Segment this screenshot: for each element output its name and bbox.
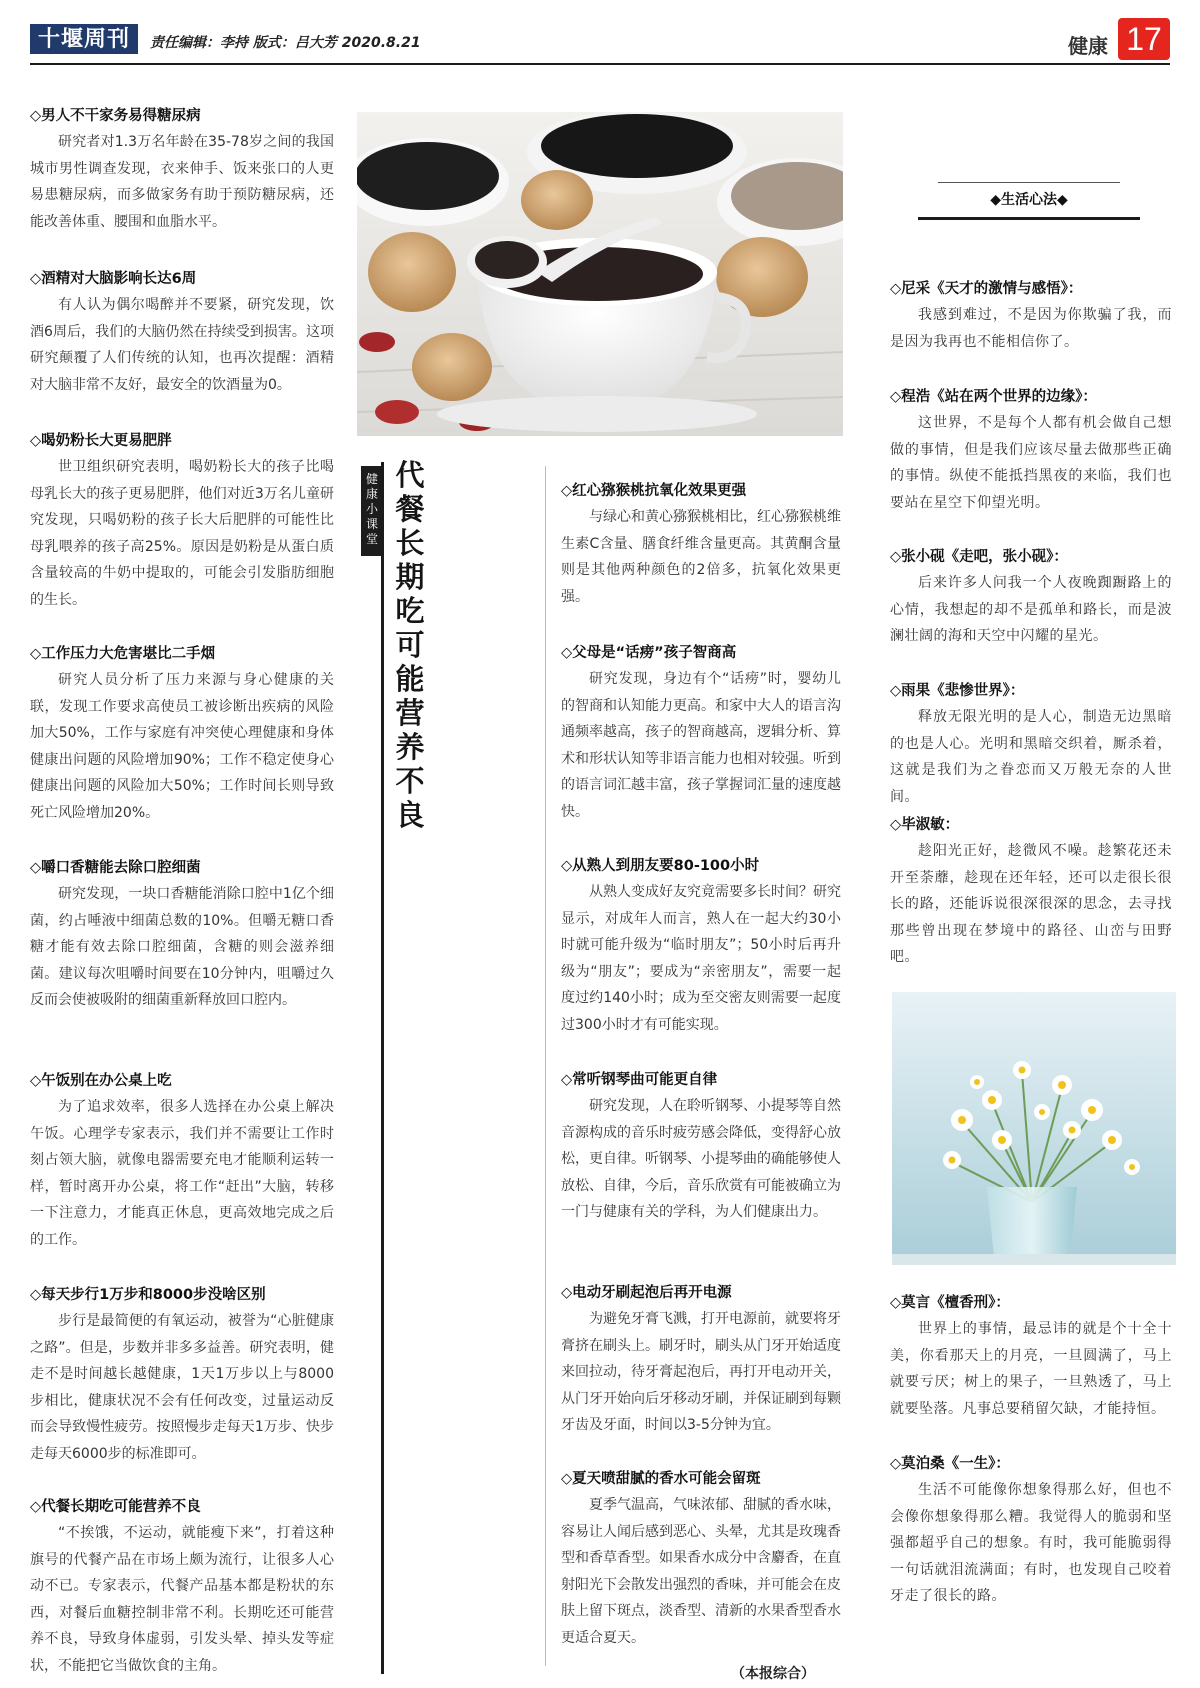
quote-moyan (890, 1290, 1172, 1422)
column-divider (545, 466, 546, 1666)
article-body: 为避免牙膏飞溅，打开电源前，就要将牙膏挤在刷头上。刷牙时，刷头从门牙开始适度来回拉动，待牙膏起泡后，再打开电动开关，从门牙开始向后牙移动牙刷，并保证刷到每颗牙齿及牙面，时间以3-5分钟为宜。 (561, 1311, 841, 1433)
masthead (30, 18, 1170, 62)
quote-maupassant (890, 1451, 1172, 1610)
quote-body: 生活不可能像你想象得那么好，但也不会像你想象得那么糟。我觉得人的脆弱和坚强都超乎自己的想象。有时，我可能脆弱得一句话就泪流满面；有时，也发现自己咬着牙走了很长的路。 (890, 1482, 1172, 1604)
quote-body: 我感到难过，不是因为你欺骗了我，而是因为我再也不能相信你了。 (890, 307, 1172, 350)
article-body: 夏季气温高，气味浓郁、甜腻的香水味，容易让人闻后感到恶心、头晕，尤其是玫瑰香型和香草香型。如果香水成分中含麝香，在直射阳光下会散发出强烈的香味，并可能会在皮肤上留下斑点，淡香型、清新的水果香型香水更适合夏天。 (561, 1497, 841, 1646)
article-body: 从熟人变成好友究竟需要多长时间？研究显示，对成年人而言，熟人在一起大约30小时就可能升级为“临时朋友”；50小时后再升级为“朋友”；要成为“亲密朋友”，需要一起度过约140小时；成为至交密友则需要一起度过300小时才有可能实现。 (561, 884, 841, 1033)
quote-title: ◇程浩《站在两个世界的边缘》： (890, 389, 1097, 405)
quote-nietzsche (890, 276, 1172, 355)
article-talkative-parents (561, 640, 841, 825)
article-friendship-hours (561, 853, 841, 1038)
column-tag (918, 182, 1140, 220)
quote-title: ◇张小砚《走吧，张小砚》： (890, 549, 1068, 565)
quote-body: 释放无限光明的是人心，制造无边黑暗的也是人心。光明和黑暗交织着，厮杀着，这就是我们为之眷恋而又万般无奈的人世间。 (890, 709, 1172, 805)
feature-divider (381, 462, 384, 1674)
quote-body: 世界上的事情，最忌讳的就是个十全十美，你看那天上的月亮，一旦圆满了，马上就要亏厌；树上的果子，一旦熟透了，马上就要坠落。凡事总要稍留欠缺，才能持恒。 (890, 1321, 1172, 1417)
article-title: ◇常听钢琴曲可能更自律 (561, 1072, 718, 1088)
article-summer-perfume (561, 1466, 841, 1651)
article-red-kiwi (561, 478, 841, 610)
article-piano-music (561, 1067, 841, 1226)
quote-title: ◇莫泊桑《一生》： (890, 1456, 1010, 1472)
article-body: 研究发现，身边有个“话痨”时，婴幼儿的智商和认知能力更高。和家中大人的语言沟通频率越高，孩子的智商越高，逻辑分析、算术和形状认知等非语言能力也相对较强。听到的语言词汇越丰富，孩子掌握词汇量的速度越快。 (561, 671, 841, 820)
article-title: ◇红心猕猴桃抗氧化效果更强 (561, 483, 747, 499)
quote-title: ◇雨果《悲惨世界》： (890, 683, 1025, 699)
quote-body: 后来许多人问我一个人夜晚踟蹰路上的心情，我想起的却不是孤单和路长，而是波澜壮阔的海和天空中闪耀的星光。 (890, 575, 1172, 644)
article-body: “不挨饿，不运动，就能瘦下来”，打着这种旗号的代餐产品在市场上颇为流行，让很多人心动不已。专家表示，代餐产品基本都是粉状的东西，对餐后血糖控制非常不利。长期吃还可能营养不良，导致身体虚弱，引发头晕、掉头发等症状，不能把它当做饮食的主角。 (30, 1525, 334, 1674)
source-note: （本报综合） (731, 1666, 815, 1682)
article-title: ◇嚼口香糖能去除口腔细菌 (30, 860, 201, 876)
feature-title-text: 代餐长期吃可能营养不良 (395, 458, 425, 832)
quote-bishumin (890, 812, 1172, 971)
section-name: 健康 (1068, 34, 1108, 58)
article-body: 为了追求效率，很多人选择在办公桌上解决午饭。心理学专家表示，我们并不需要让工作时刻占领大脑，就像电器需要充电才能顺利运转一样，暂时离开办公桌，将工作“赶出”大脑，转移一下注意力，才能真正休息，更高效地完成之后的工作。 (30, 1099, 334, 1248)
article-electric-toothbrush (561, 1280, 841, 1439)
article-body: 研究发现，一块口香糖能消除口腔中1亿个细菌，约占唾液中细菌总数的10%。但嚼无糖口香糖才能有效去除口腔细菌，含糖的则会滋养细菌。建议每次咀嚼时间要在10分钟内，咀嚼过久反而会使被吸附的细菌重新释放回口腔内。 (30, 886, 334, 1008)
article-body: 研究人员分析了压力来源与身心健康的关联，发现工作要求高使员工被诊断出疾病的风险加大50%，工作与家庭有冲突使心理健康和身体健康出问题的风险增加90%；工作不稳定使身心健康出问题的风险加大50%；工作时间长则导致死亡风险增加20%。 (30, 672, 334, 821)
article-meal-replacement (30, 1494, 334, 1679)
column-tag-rule-bottom (918, 217, 1140, 220)
quote-hugo (890, 678, 1172, 810)
article-title: ◇喝奶粉长大更易肥胖 (30, 433, 172, 449)
article-title: ◇父母是“话痨”孩子智商高 (561, 645, 737, 661)
article-body: 与绿心和黄心猕猴桃相比，红心猕猴桃维生素C含量、膳食纤维含量更高。其黄酮含量则是其他两种颜色的2倍多，抗氧化效果更强。 (561, 509, 841, 605)
flowers-photo (892, 992, 1176, 1265)
article-body: 研究发现，人在聆听钢琴、小提琴等自然音源构成的音乐时疲劳感会降低，变得舒心放松，更自律。听钢琴、小提琴曲的确能够使人放松、自律，今后，音乐欣赏有可能被确立为一门与健康有关的学科，为人们健康出力。 (561, 1098, 841, 1220)
article-body: 研究者对1.3万名年龄在35-78岁之间的我国城市男性调查发现，衣来伸手、饭来张口的人更易患糖尿病，而多做家务有助于预防糖尿病，还能改善体重、腰围和血脂水平。 (30, 134, 334, 230)
article-body: 步行是最简便的有氧运动，被誉为“心脏健康之路”。但是，步数并非多多益善。研究表明，健走不是时间越长越健康，1天1万步以上与8000步相比，健康状况不会有任何改变，过量运动反而会导致慢性疲劳。按照慢步走每天1万步、快步走每天6000步的标准即可。 (30, 1313, 334, 1462)
article-title: ◇从熟人到朋友要80-100小时 (561, 858, 760, 874)
masthead-rule (30, 63, 1170, 65)
quote-chenghao (890, 384, 1172, 516)
article-formula-obesity (30, 428, 334, 613)
quote-body: 这世界，不是每个人都有机会做自己想做的事情，但是我们应该尽量去做那些正确的事情。纵使不能抵挡黑夜的来临，我们也要站在星空下仰望光明。 (890, 415, 1172, 511)
article-title: ◇酒精对大脑影响长达6周 (30, 271, 197, 287)
feature-badge (361, 466, 383, 556)
article-title: ◇午饭别在办公桌上吃 (30, 1073, 172, 1089)
feature-badge-label: 健康小课堂 (365, 472, 378, 546)
article-title: ◇男人不干家务易得糖尿病 (30, 108, 201, 124)
article-alcohol-brain (30, 266, 334, 398)
article-title: ◇每天步行1万步和8000步没啥区别 (30, 1287, 266, 1303)
article-title: ◇电动牙刷起泡后再开电源 (561, 1285, 732, 1301)
quote-title: ◇莫言《檀香刑》： (890, 1295, 1010, 1311)
article-title: ◇夏天喷甜腻的香水可能会留斑 (561, 1471, 761, 1487)
article-steps (30, 1282, 334, 1467)
quote-body: 趁阳光正好，趁微风不噪。趁繁花还未开至荼蘼，趁现在还年轻，还可以走很长很长的路，还能诉说很深很深的思念，去寻找那些曾出现在梦境中的路径、山峦与田野吧。 (890, 843, 1172, 965)
masthead-logo: 十堰周刊 (30, 24, 138, 54)
quote-title: ◇尼采《天才的激情与感悟》： (890, 281, 1083, 297)
quote-zhangxiaoyan (890, 544, 1172, 650)
article-title: ◇工作压力大危害堪比二手烟 (30, 646, 216, 662)
porridge-photo (357, 112, 843, 436)
column-tag-label: ◆生活心法◆ (990, 192, 1068, 208)
article-chewing-gum (30, 855, 334, 1014)
quote-title: ◇毕淑敏： (890, 817, 960, 833)
feature-title (390, 458, 430, 832)
article-body: 世卫组织研究表明，喝奶粉长大的孩子比喝母乳长大的孩子更易肥胖，他们对近3万名儿童研究发现，只喝奶粉的孩子长大后肥胖的可能性比母乳喂养的孩子高25%。原因是奶粉是从蛋白质含量较高的牛奶中提取的，可能会引发脂肪细胞的生长。 (30, 459, 334, 608)
article-lunch-desk (30, 1068, 334, 1253)
page-number: 17 (1118, 18, 1170, 60)
editor-info: 责任编辑：李持 版式：吕大芳 2020.8.21 (150, 35, 421, 51)
article-work-stress (30, 641, 334, 826)
article-housework-diabetes (30, 103, 334, 235)
article-title: ◇代餐长期吃可能营养不良 (30, 1499, 201, 1515)
article-body: 有人认为偶尔喝醉并不要紧，研究发现，饮酒6周后，我们的大脑仍然在持续受到损害。这项研究颠覆了人们传统的认知，也再次提醒：酒精对大脑非常不友好，最安全的饮酒量为0。 (30, 297, 334, 393)
